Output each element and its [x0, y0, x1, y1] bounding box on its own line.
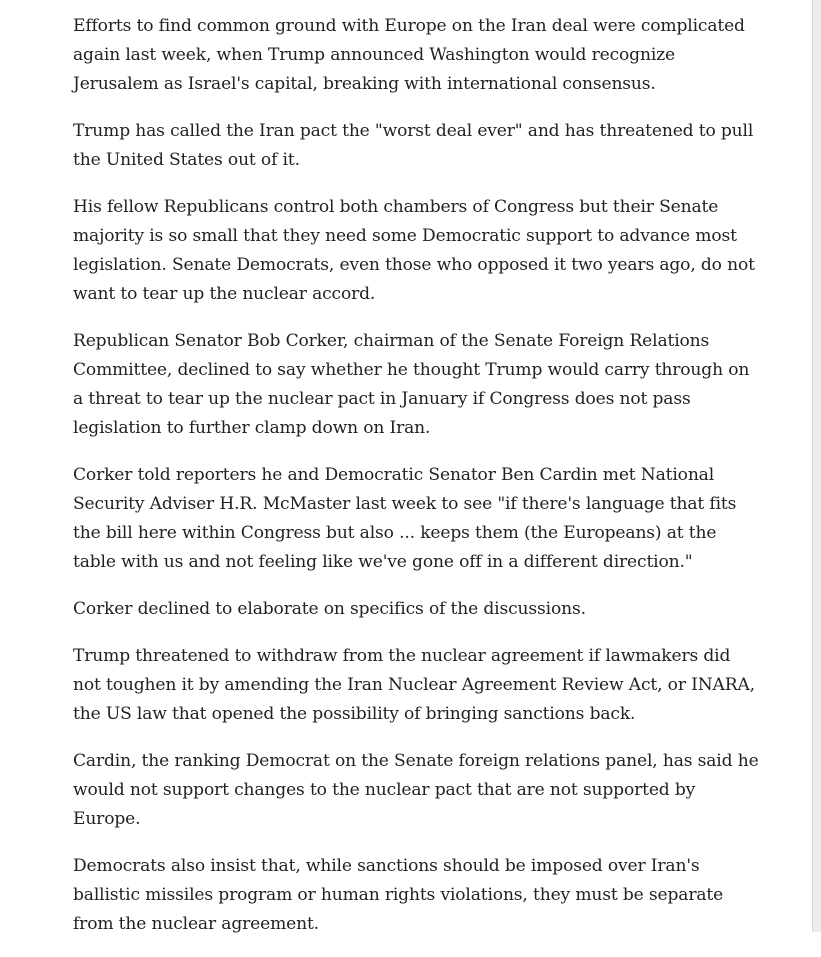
article-paragraph: Cardin, the ranking Democrat on the Senate foreign relations panel, has said he would not support changes to the nuclear pact that are not supported by Europe.	[73, 751, 759, 829]
page-gutter	[813, 0, 821, 932]
article-paragraph: Democrats also insist that, while sanctions should be imposed over Iran's ballistic missiles program or human rights violations, they must be separate from the nuclear agreement.	[73, 856, 724, 934]
article-paragraph: Trump has called the Iran pact the "worst deal ever" and has threatened to pull the United States out of it.	[73, 121, 754, 170]
article-body	[73, 12, 763, 957]
article-paragraph: His fellow Republicans control both chambers of Congress but their Senate majority is so small that they need some Democratic support to advance most legislation. Senate Democrats, even those who opposed it two years ago, do not want to tear up the nuclear accord.	[73, 197, 755, 304]
article-paragraph: Corker told reporters he and Democratic Senator Ben Cardin met National Security Adviser H.R. McMaster last week to see "if there's language that fits the bill here within Congress but also ... keeps them (the Europeans) at the table with us and not feeling like we've gone off in a different direction."	[73, 465, 737, 572]
article-paragraph: Republican Senator Bob Corker, chairman of the Senate Foreign Relations Committee, declined to say whether he thought Trump would carry through on a threat to tear up the nuclear pact in January if Congress does not pass legislation to further clamp down on Iran.	[73, 331, 750, 438]
article-paragraph: Efforts to find common ground with Europe on the Iran deal were complicated again last week, when Trump announced Washington would recognize Jerusalem as Israel's capital, breaking with international consensus.	[73, 16, 745, 94]
article-paragraph: Trump threatened to withdraw from the nuclear agreement if lawmakers did not toughen it by amending the Iran Nuclear Agreement Review Act, or INARA, the US law that opened the possibility of bringing sanctions back.	[73, 646, 755, 724]
article-paragraph: Corker declined to elaborate on specifics of the discussions.	[73, 599, 586, 619]
